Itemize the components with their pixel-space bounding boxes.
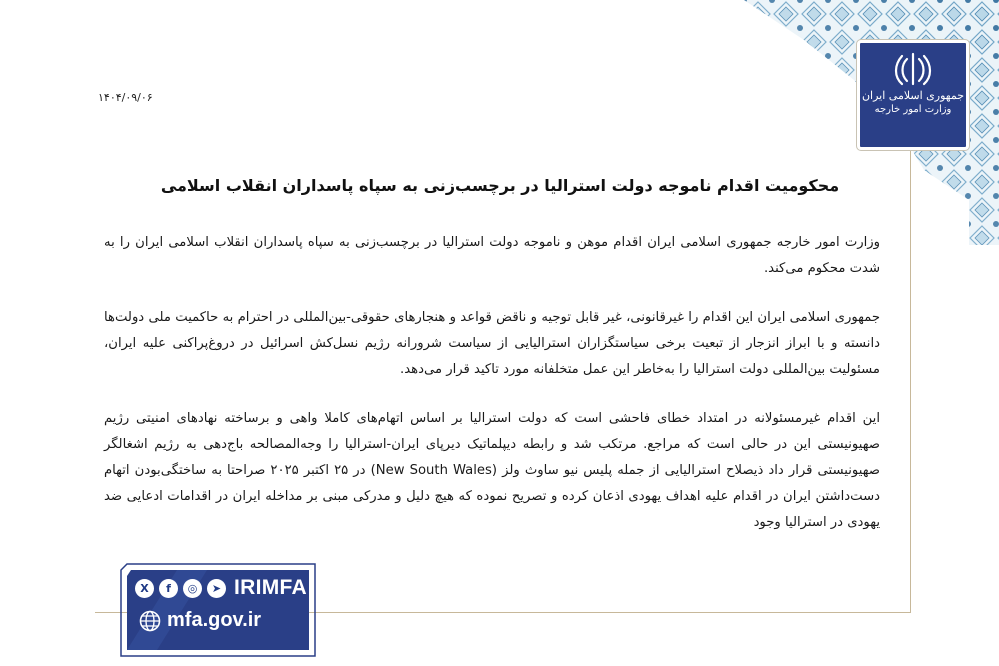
social-row: [135, 576, 307, 600]
iran-emblem-icon: [893, 51, 933, 87]
ministry-badge: [857, 40, 969, 150]
facebook-icon[interactable]: f: [159, 579, 178, 598]
instagram-icon[interactable]: ◎: [183, 579, 202, 598]
paragraph-2: جمهوری اسلامی ایران این اقدام را غیرقانونی، غیر قابل توجیه و ناقض قواعد و هنجارهای حقوقی-بین‌المللی در احترام به حاکمیت ملی دولت‌ها دانسته و با ابراز انزجار از تبعیت برخی سیاستگزاران استرالیایی از سیاست شرورانه رژیم نسل‌کش اسرائیل در دروغ‌پراکنی علیه ایران، مسئولیت بین‌المللی دولت استرالیا را به‌خاطر این عمل متخلفانه مورد تاکید قرار می‌دهد.: [104, 310, 880, 377]
telegram-icon[interactable]: ➤: [207, 579, 226, 598]
paragraph-3: این اقدام غیرمسئولانه در امتداد خطای فاحشی است که دولت استرالیا بر اساس اتهام‌های کاملا واهی و برساخته نهادهای امنیتی رژیم صهیونیستی این در حالی است که مراجع. مرتکب شد و رابطه دیپلماتیک دیرپای ایران-استرالیا را وجه‌المصالحه باج‌دهی به رژیم اشغالگر صهیونیستی قرار داد ذیصلاح استرالیایی از جمله پلیس نیو ساوث ولز (New South Wales) در ۲۵ اکتبر ۲۰۲۵ صراحتا به ساختگی‌بودن اتهام دست‌داشتن ایران در اقدام علیه اهداف یهودی اذعان کرده و تصریح نموده که هیچ دلیل و مدرکی مبنی بر مداخله ایران در اقدامات ادعایی ضد یهودی در استرالیا وجود: [104, 411, 880, 530]
document-date: ۱۴۰۴/۰۹/۰۶: [98, 91, 153, 104]
org-name: جمهوری اسلامی ایران: [861, 89, 965, 102]
social-handle[interactable]: IRIMFA: [234, 576, 307, 599]
globe-icon: [139, 610, 161, 632]
ministry-name: وزارت امور خارجه: [874, 104, 952, 115]
page-title: محکومیت اقدام ناموجه دولت استرالیا در برچسب‌زنی به سپاه پاسداران انقلاب اسلامی: [160, 176, 840, 195]
x-icon[interactable]: X: [135, 579, 154, 598]
social-card: [117, 560, 322, 660]
website-link[interactable]: mfa.gov.ir: [167, 609, 262, 631]
paragraph-1: وزارت امور خارجه جمهوری اسلامی ایران اقدام موهن و ناموجه دولت استرالیا در برچسب‌زنی به سپاه پاسداران انقلاب اسلامی ایران را به شدت محکوم می‌کند.: [104, 235, 880, 276]
statement-body: [104, 230, 880, 559]
website-row: [139, 609, 261, 632]
